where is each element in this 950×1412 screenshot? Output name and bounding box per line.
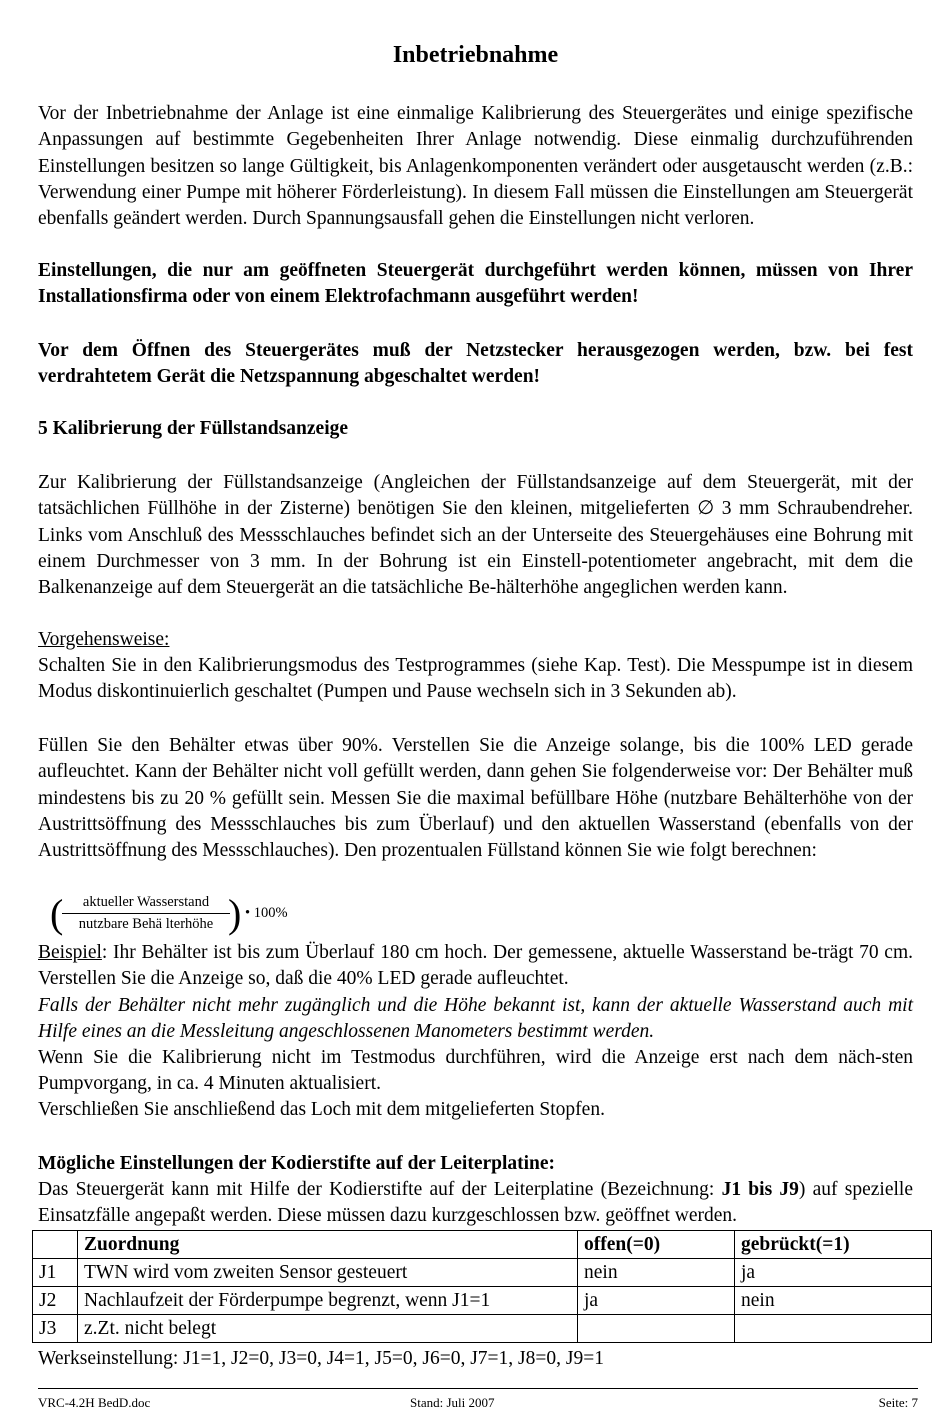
page-title: Inbetriebnahme: [392, 42, 559, 68]
manometer-note: Falls der Behälter nicht mehr zugänglich und die Höhe bekannt ist, kann der aktuelle Wasserstand auch mit Hilfe eines an die Messleitung angeschlossenen Manometers bestimmt werden.: [38, 995, 913, 1043]
table-cell: J1: [33, 1259, 78, 1287]
factory-setting: Werkseinstellung: J1=1, J2=0, J3=0, J4=1, J5=0, J6=0, J7=1, J8=0, J9=1: [38, 1348, 604, 1369]
procedure-label: Vorgehensweise:: [38, 629, 170, 650]
formula-numerator: aktueller Wasserstand: [82, 894, 210, 910]
jumper-intro: [38, 1177, 913, 1230]
table-row: [33, 1259, 932, 1287]
warning-power: Vor dem Öffnen des Steuergerätes muß der Netzstecker herausgezogen werden, bzw. bei fest verdrahtetem Gerät die Netzspannung abgeschaltet werden!: [38, 340, 913, 388]
table-cell: TWN wird vom zweiten Sensor gesteuert: [78, 1259, 578, 1287]
formula-right-paren: ): [228, 891, 242, 936]
footer-page-number: Seite: 7: [878, 1395, 918, 1410]
table-cell: z.Zt. nicht belegt: [78, 1315, 578, 1343]
table-row: [33, 1315, 932, 1343]
formula-left-paren: (: [50, 891, 64, 936]
test-mode-note: Wenn Sie die Kalibrierung nicht im Testmodus durchführen, wird die Anzeige erst nach dem näch-sten Pumpvorgang, in ca. 4 Minuten aktualisiert.: [38, 1047, 913, 1095]
table-cell: J3: [33, 1315, 78, 1343]
jumper-table: [32, 1230, 932, 1343]
table-cell: nein: [735, 1287, 932, 1315]
jumper-intro-text-c: ) auf spezielle Einsatzfälle angepaßt werden. Diese müssen dazu kurzgeschlossen bzw. geöffnet werden.: [38, 1179, 913, 1227]
table-row: [33, 1287, 932, 1315]
table-header-row: [33, 1231, 932, 1259]
footer-date: Stand: Juli 2007: [410, 1395, 495, 1410]
jumper-heading: Mögliche Einstellungen der Kodierstifte auf der Leiterplatine:: [38, 1153, 556, 1174]
table-cell: [578, 1315, 735, 1343]
formula-fraction-bar: [62, 913, 230, 914]
table-header-assignment: Zuordnung: [78, 1231, 578, 1259]
warning-installer: Einstellungen, die nur am geöffneten Steuergerät durchgeführt werden können, müssen von Ihrer Installationsfirma oder von einem Elektrofachmann ausgeführt werden!: [38, 260, 913, 308]
procedure-step-1: Schalten Sie in den Kalibrierungsmodus des Testprogrammes (siehe Kap. Test). Die Messpumpe ist in diesem Modus diskontinuierlich geschaltet (Pumpen und Pause wechseln sich in 3 Sekunden ab).: [38, 655, 913, 703]
intro-paragraph: Vor der Inbetriebnahme der Anlage ist eine einmalige Kalibrierung des Steuergerätes und einige spezifische Anpassungen auf bestimmte Gegebenheiten Ihrer Anlage notwendig. Diese einmalig durchzuführenden Einstellungen besitzen so lange Gültigkeit, bis Anlagenkomponenten verändert oder ausgetauscht werden (z.B.: Verwendung einer Pumpe mit höherer Förderleistung). In diesem Fall müssen die Einstellungen am Steuergerät ebenfalls geändert werden. Durch Spannungsausfall gehen die Einstellungen nicht verloren.: [38, 103, 913, 230]
table-header-id: [33, 1231, 78, 1259]
table-cell: nein: [578, 1259, 735, 1287]
formula-multiplier: • 100%: [245, 905, 288, 921]
jumper-intro-text-a: Das Steuergerät kann mit Hilfe der Kodierstifte auf der Leiterplatine (Bezeichnung:: [38, 1179, 722, 1200]
table-cell: [735, 1315, 932, 1343]
table-header-open: offen(=0): [578, 1231, 735, 1259]
jumper-range: J1 bis J9: [721, 1179, 799, 1200]
page-footer: [38, 1388, 918, 1410]
example-paragraph: [38, 940, 913, 993]
example-label: Beispiel: [38, 942, 102, 963]
table-cell: Nachlaufzeit der Förderpumpe begrenzt, wenn J1=1: [78, 1287, 578, 1315]
formula-denominator: nutzbare Behä lterhöhe: [78, 916, 214, 932]
close-hole-note: Verschließen Sie anschließend das Loch mit dem mitgelieferten Stopfen.: [38, 1099, 605, 1120]
fill-level-formula: [50, 892, 350, 936]
section-heading: 5 Kalibrierung der Füllstandsanzeige: [38, 418, 349, 439]
table-cell: ja: [578, 1287, 735, 1315]
table-cell: ja: [735, 1259, 932, 1287]
footer-filename: VRC-4.2H BedD.doc: [38, 1395, 151, 1410]
example-text: : Ihr Behälter ist bis zum Überlauf 180 cm hoch. Der gemessene, aktuelle Wasserstand be-trägt 70 cm. Verstellen Sie die Anzeige so, daß die 40% LED gerade aufleuchtet.: [38, 942, 913, 990]
table-cell: J2: [33, 1287, 78, 1315]
table-header-bridged: gebrückt(=1): [735, 1231, 932, 1259]
calibration-paragraph: Zur Kalibrierung der Füllstandsanzeige (Angleichen der Füllstandsanzeige auf dem Steuergerät, mit der tatsächlichen Füllhöhe in der Zisterne) benötigen Sie den kleinen, mitgelieferten ∅ 3 mm Schraubendreher. Links vom Anschluß des Messschlauches befindet sich an der Unterseite des Steuergehäuses eine Bohrung mit einem Durchmesser von 3 mm. In der Bohrung ist ein Einstell-potentiometer angebracht, mit dem die Balkenanzeige auf dem Steuergerät an die tatsächliche Be-hälterhöhe angeglichen werden kann.: [38, 472, 913, 599]
procedure-step-2: Füllen Sie den Behälter etwas über 90%. Verstellen Sie die Anzeige solange, bis die 100% LED gerade aufleuchtet. Kann der Behälter nicht voll gefüllt werden, dann gehen Sie folgenderweise vor: Der Behälter muß mindestens bis zu 20 % gefüllt sein. Messen Sie die maximal befüllbare Höhe (nutzbare Behälterhöhe von der Austrittsöffnung des Messschlauches bis zum Überlauf) und den aktuellen Wasserstand (ebenfalls von der Austrittsöffnung des Messschlauches). Den prozentualen Füllstand können Sie wie folgt berechnen:: [38, 735, 913, 862]
